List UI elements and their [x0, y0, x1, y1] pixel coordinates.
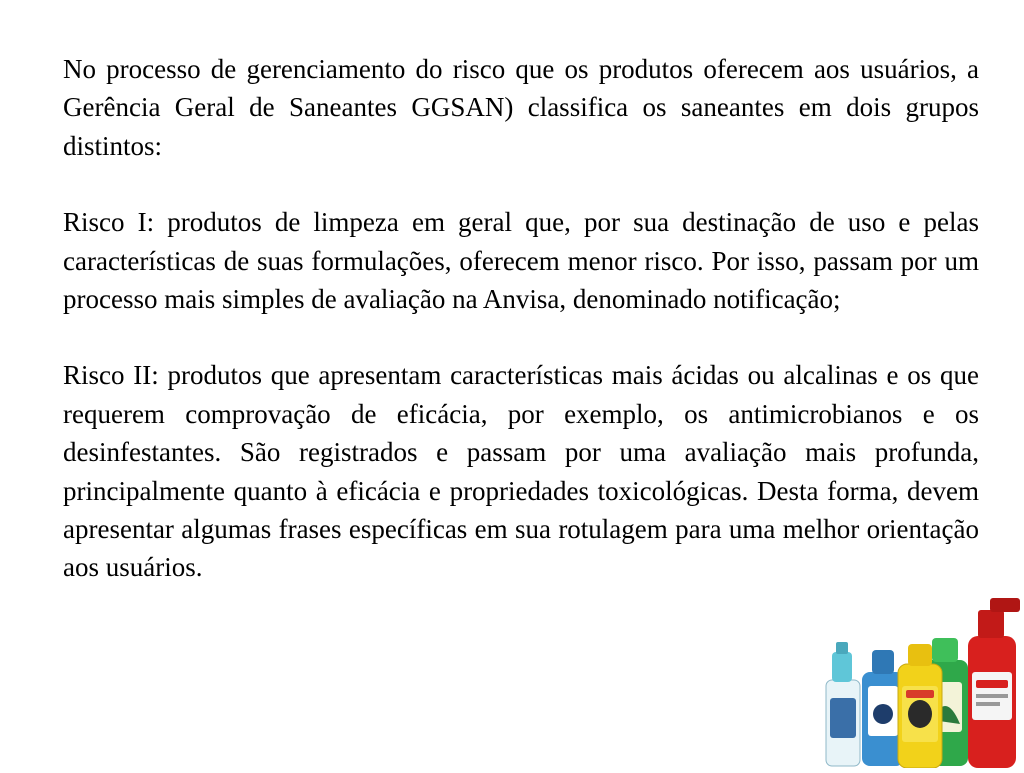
teal-bottle	[826, 642, 860, 766]
paragraph-risco-ii: Risco II: produtos que apresentam características mais ácidas ou alcalinas e os que requerem comprovação de eficácia, por exemplo, os antimicrobianos e os desinfestantes. São registrados e passam por uma avaliação mais profunda, principalmente quanto à eficácia e propriedades toxicológicas. Desta forma, devem apresentar algumas frases específicas em sua rotulagem para uma melhor orientação aos usuários.	[63, 360, 979, 583]
paragraph-risco-i: Risco I: produtos de limpeza em geral que, por sua destinação de uso e pelas características de suas formulações, oferecem menor risco. Por isso, passam por um processo mais simples de avaliação na Anvisa, denominado notificação;	[63, 207, 979, 315]
paragraph-intro: No processo de gerenciamento do risco que os produtos oferecem aos usuários, a Gerência Geral de Saneantes GGSAN) classifica os saneantes em dois grupos distintos:	[63, 54, 979, 161]
cleaning-products-image	[818, 590, 1024, 768]
red-spray-bottle	[968, 598, 1020, 768]
slide-body-text	[63, 50, 979, 587]
cleaning-products-icon	[818, 590, 1024, 768]
